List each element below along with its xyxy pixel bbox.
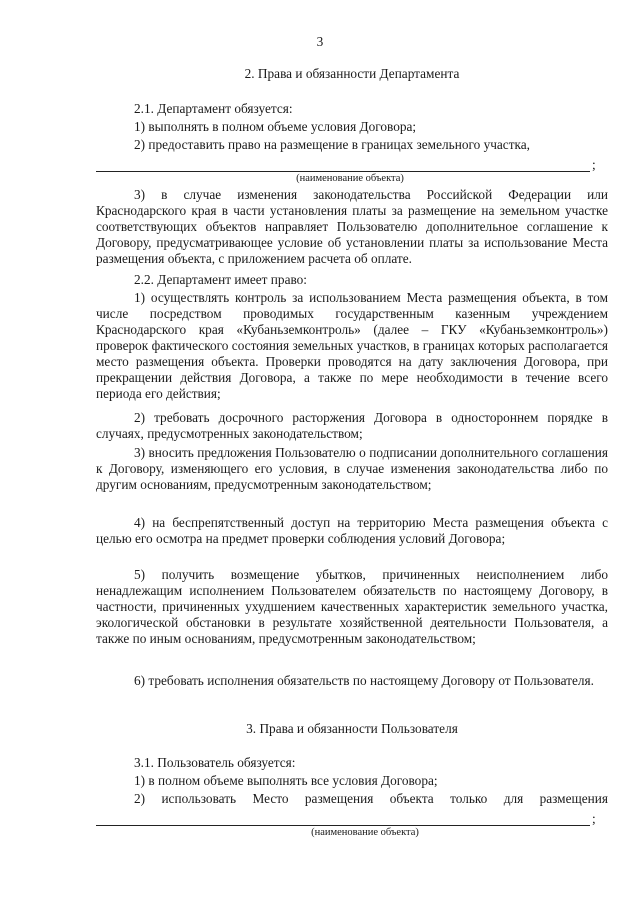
blank-line-end: ;	[592, 811, 596, 826]
clause-2-2-right-1: 1) осуществлять контроль за использованием Места размещения объекта, в том числе посредством проводимых государственным казенным учреждением Краснодарского края «Кубаньземконтроль» (далее – ГКУ «Кубаньземконтроль») проверок фактического состояния земельных участков, в границах которых располагается место размещения объекта. Проверки проводятся на дату заключения Договора, при прекращении действия Договора, а также по мере необходимости в течение всего периода его действия;	[96, 290, 608, 401]
blank-line-end: ;	[592, 157, 596, 172]
blank-caption: (наименование объекта)	[296, 173, 404, 184]
clause-2-1: 2.1. Департамент обязуется:	[134, 101, 293, 116]
clause-2-2-right-2: 2) требовать досрочного расторжения Договора в одностороннем порядке в случаях, предусмотренных законодательством;	[96, 410, 608, 441]
clause-2-2: 2.2. Департамент имеет право:	[134, 272, 308, 287]
clause-3-1: 3.1. Пользователь обязуется:	[134, 755, 296, 770]
clause-2-2-right-5: 5) получить возмещение убытков, причиненных неисполнением либо ненадлежащим исполнением Пользователем обязательств по настоящему Договору, в частности, причиненных ухудшением качественных характеристик земельного участка, экологической обстановки в результате хозяйственной деятельности Пользователя, а также по иным основаниям, предусмотренным законодательством;	[96, 567, 608, 646]
clause-2-1-item-1: 1) выполнять в полном объеме условия Договора;	[134, 119, 417, 134]
clause-2-2-right-3: 3) вносить предложения Пользователю о подписании дополнительного соглашения к Договору, изменяющего его условия, в случае изменения законодательства либо по другим основаниям, предусмотренным законодательством;	[96, 445, 608, 492]
clause-2-2-right-6: 6) требовать исполнения обязательств по настоящему Договору от Пользователя.	[134, 673, 594, 688]
clause-2-1-item-3: 3) в случае изменения законодательства Российской Федерации или Краснодарского края в части установления платы за размещение на земельном участке соответствующих объектов направляет Пользователю дополнительное соглашение к Договору, предусматривающее условие об установлении платы за использование Места размещения объекта, с приложением расчета об оплате.	[96, 187, 608, 266]
page-number: 3	[316, 34, 324, 49]
blank-line	[96, 171, 590, 172]
blank-line	[96, 825, 590, 826]
section-2-heading: 2. Права и обязанности Департамента	[244, 66, 460, 81]
clause-3-1-item-1: 1) в полном объеме выполнять все условия Договора;	[134, 773, 438, 788]
clause-2-1-item-2: 2) предоставить право на размещение в границах земельного участка,	[134, 137, 530, 152]
clause-3-1-item-2: 2) использовать Место размещения объекта только для размещения	[134, 791, 608, 806]
clause-2-2-right-4: 4) на беспрепятственный доступ на территорию Места размещения объекта с целью его осмотра на предмет проверки соблюдения условий Договора;	[96, 515, 608, 546]
blank-caption: (наименование объекта)	[311, 827, 419, 838]
section-3-heading: 3. Права и обязанности Пользователя	[246, 721, 458, 736]
